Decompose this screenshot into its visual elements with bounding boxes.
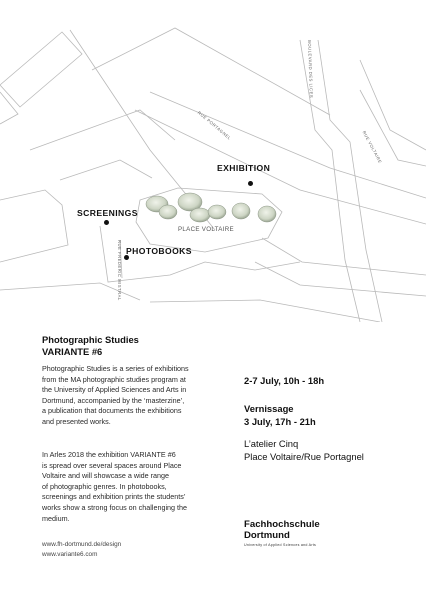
street-label-mistral: RUE FREDERIC MISTRAL (117, 240, 122, 301)
exhibition-marker (248, 181, 253, 186)
logo-line-1: Fachhochschule (244, 519, 320, 530)
tree-cluster (146, 193, 276, 222)
vernissage-time: 3 July, 17h - 21h (244, 416, 316, 427)
exhibition-label: EXHIBITION (217, 163, 271, 173)
intro-line: Photographic Studies is a series of exhibitions (42, 364, 189, 373)
description-line: Voltaire and will showcase a wide range (42, 471, 170, 481)
venue-name: L’atelier Cinq (244, 438, 299, 449)
link-fh-dortmund[interactable]: www.fh-dortmund.de/design (42, 541, 122, 548)
description-line: medium. (42, 513, 70, 523)
website-links (42, 540, 121, 561)
street-label-boulevard: BOULEVARD DES LICES (307, 40, 315, 99)
fh-dortmund-logo (244, 520, 320, 547)
description-line: In Arles 2018 the exhibition VARIANTE #6 (42, 450, 176, 459)
description-line: of photographic genres. In photobooks, (42, 481, 167, 491)
intro-line: from the MA photographic studies program at (42, 374, 186, 384)
logo-line-2: Dortmund (244, 529, 290, 541)
intro-line: a publication that documents the exhibitions (42, 406, 182, 416)
page-title (42, 334, 139, 358)
description-line: is spread over several spaces around Place (42, 460, 182, 470)
screenings-marker (104, 220, 109, 225)
screenings-label: SCREENINGS (77, 208, 138, 218)
description-line: works show a strong focus on challenging the (42, 502, 188, 512)
event-dates: 2-7 July, 10h - 18h (244, 375, 325, 386)
link-variante6[interactable]: www.variante6.com (42, 551, 98, 559)
vernissage-label: Vernissage (244, 403, 294, 414)
title-line-1: Photographic Studies (42, 334, 139, 345)
intro-paragraph (42, 364, 232, 428)
place-voltaire-label: PLACE VOLTAIRE (178, 226, 234, 233)
street-label-portagnel: RUE PORTAGNEL (196, 110, 233, 141)
venue-address: Place Voltaire/Rue Portagnel (244, 451, 364, 462)
title-line-2: VARIANTE #6 (42, 346, 103, 357)
street-label-voltaire: RUE VOLTAIRE (361, 130, 383, 165)
description-line: screenings and exhibition prints the students’ (42, 492, 186, 502)
intro-line: and presented works. (42, 416, 111, 426)
logo-subline: University of Applied Sciences and Arts (244, 542, 317, 547)
intro-line: Dortmund, accompanied by the ‘masterzine’, (42, 395, 185, 405)
photobooks-label: PHOTOBOOKS (126, 246, 192, 256)
description-paragraph (42, 450, 232, 524)
intro-line: the University of Applied Sciences and Arts in (42, 385, 187, 395)
